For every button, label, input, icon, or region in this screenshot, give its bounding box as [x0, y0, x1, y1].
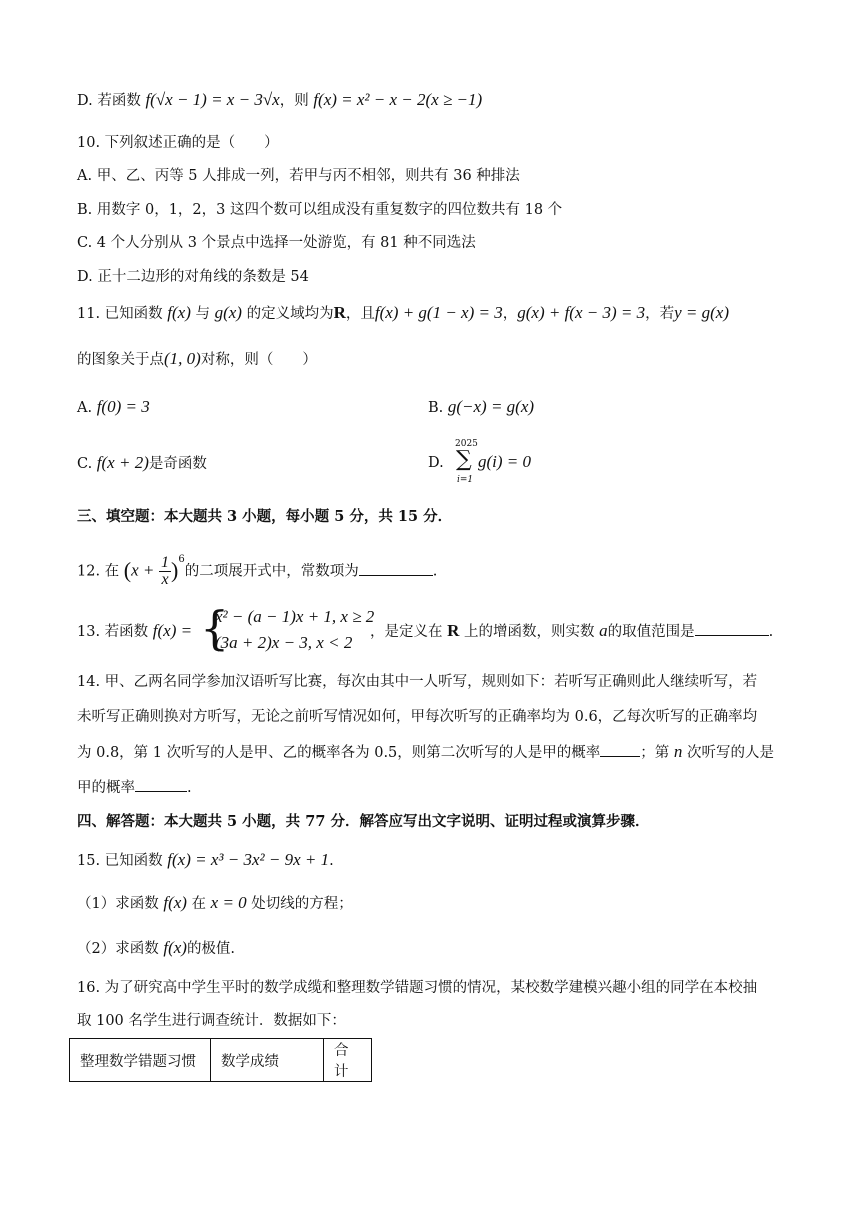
- q12-prefix: 12. 在: [77, 563, 120, 580]
- q11-gx: g(x): [214, 303, 242, 322]
- q10-stem: 10. 下列叙述正确的是（ ）: [77, 135, 279, 151]
- q11-point: (1, 0): [164, 349, 201, 368]
- q11-stem-b1: 的图象关于点: [77, 352, 164, 368]
- q14-line3: [77, 742, 774, 763]
- q15-p1-prefix: （1）求函数: [77, 896, 159, 912]
- q9-option-d: [77, 90, 482, 111]
- q12-den: x: [161, 571, 169, 588]
- q14-line1: 14. 甲、乙两名同学参加汉语听写比赛，每次由其中一人听写，规则如下：若听写正确则此人继续听写，若: [77, 674, 758, 690]
- q12: 12. 在 (x + $\frac{1}{x}$ )$^6$的二项展开式中，常数项为 .: [77, 553, 438, 588]
- section-3-heading: 三、填空题：本大题共 3 小题，每小题 5 分，共 15 分．: [77, 508, 453, 525]
- q11-eq3: y = g(x): [674, 303, 729, 322]
- q16-line2: 取 100 名学生进行调查统计．数据如下：: [77, 1013, 346, 1029]
- q15-stem-end: .: [329, 853, 334, 869]
- q11-stem-line2: [77, 349, 317, 370]
- q11-with: 与: [195, 306, 210, 322]
- brace-icon: {: [200, 601, 230, 655]
- q9-option-d-prefix: D. 若函数: [77, 93, 141, 109]
- q13-suffix: 的取值范围是: [607, 624, 695, 640]
- q11-option-c-math: f(x + 2): [96, 453, 149, 472]
- q15-stem-prefix: 15. 已知函数: [77, 853, 163, 869]
- q15-stem: [77, 850, 334, 871]
- q13-a: a: [599, 621, 608, 640]
- q15-p2-suffix: 的极值.: [186, 941, 236, 957]
- q14-line4-end: .: [187, 780, 192, 796]
- q11-comma2: ，: [502, 306, 518, 322]
- q11-eq2: g(x) + f(x − 3) = 3: [517, 303, 646, 322]
- q14-answer-blank-2[interactable]: [135, 777, 187, 792]
- q13-case2: (3a + 2)x − 3, x < 2: [215, 633, 353, 652]
- q16-line1: 16. 为了研究高中学生平时的数学成缆和整理数学错题习惯的情况，某校数学建模兴趣小组的同学在本校抽: [77, 980, 758, 996]
- q9-option-d-math2: f(x) = x² − x − 2(x ≥ −1): [313, 90, 483, 109]
- q14-line3c: 次听写的人是: [687, 745, 774, 761]
- q11-option-a-label: A.: [77, 400, 93, 416]
- q11-option-d-math: g(i) = 0: [478, 452, 532, 471]
- q10-option-d: D. 正十二边形的对角线的条数是 54: [77, 269, 309, 285]
- q12-x: x +: [131, 560, 155, 580]
- q11-option-b: [428, 397, 534, 418]
- q11-option-b-math: g(−x) = g(x): [447, 397, 535, 416]
- sigma-icon: ∑: [456, 447, 472, 472]
- q14-line4-text: 甲的概率: [77, 780, 135, 796]
- q11-eq1: f(x) + g(1 − x) = 3: [374, 303, 503, 322]
- q11-fx: f(x): [167, 303, 191, 322]
- q13-rest: [370, 621, 773, 642]
- q12-answer-blank[interactable]: [359, 561, 433, 576]
- q11-option-c-label: C.: [77, 456, 93, 472]
- q12-power: 6: [178, 553, 185, 565]
- table-row: [70, 1039, 372, 1082]
- q9-option-d-math1: f(√x − 1) = x − 3√x: [145, 90, 280, 109]
- q13-mid2: 上的增函数，则实数: [464, 624, 595, 640]
- q15-p1-suffix: 处切线的方程；: [251, 896, 353, 912]
- q14-line2: 未听写正确则换对方听写，无论之前听写情况如何，甲每次听写的正确率均为 0.6，乙每次听写的正确率均: [77, 709, 758, 725]
- q11-option-a-math: f(0) = 3: [96, 397, 150, 416]
- q11-option-d: [428, 453, 444, 473]
- q11-sum-upper: 2025: [455, 439, 478, 449]
- q15-p1-x: x = 0: [210, 893, 247, 912]
- q13-mid: ，是定义在: [370, 624, 443, 640]
- q15-part-1: [77, 893, 353, 914]
- q11-domain: 的定义域均为: [246, 306, 334, 322]
- q11-option-d-label: D.: [428, 455, 444, 471]
- q11-stem-b2: 对称，则（ ）: [200, 352, 317, 368]
- q11-comma3: ，若: [645, 306, 675, 322]
- q15-p2-f: f(x): [163, 938, 187, 957]
- q10-option-b: B. 用数字 0，1，2，3 这四个数可以组成没有重复数字的四位数共有 18 个: [77, 202, 563, 218]
- q12-num: 1: [161, 554, 169, 571]
- q11-option-a: [77, 397, 150, 418]
- q13-prefix-group: [77, 621, 192, 642]
- table-header-cell: 合计: [324, 1039, 372, 1082]
- q11-comma1: ，且: [345, 306, 375, 322]
- q12-fraction: [159, 555, 171, 588]
- q11-option-b-label: B.: [428, 400, 444, 416]
- q13-prefix: 13. 若函数: [77, 624, 149, 640]
- q15-p1-mid: 在: [191, 896, 207, 912]
- q13-end: .: [768, 624, 774, 640]
- q12-end: .: [432, 563, 438, 580]
- q14-n: n: [673, 742, 683, 761]
- q15-part-2: [77, 938, 235, 959]
- q14-answer-blank-1[interactable]: [600, 742, 640, 757]
- table-header-cell: 数学成绩: [211, 1039, 324, 1082]
- q16-data-table: [69, 1038, 372, 1082]
- q15-stem-math: f(x) = x³ − 3x² − 9x + 1: [167, 850, 330, 869]
- q13-case1: x² − (a − 1)x + 1, x ≥ 2: [215, 607, 375, 626]
- q15-p1-f: f(x): [163, 893, 187, 912]
- q10-option-c: C. 4 个人分别从 3 个景点中选择一处游览，有 81 种不同选法: [77, 235, 476, 251]
- q11-option-c: [77, 453, 207, 474]
- q15-p2-prefix: （2）求函数: [77, 941, 159, 957]
- q14-line4: [77, 777, 192, 798]
- table-header-cell: 整理数学错题习惯: [70, 1039, 211, 1082]
- q10-option-a: A. 甲、乙、丙等 5 人排成一列，若甲与丙不相邻，则共有 36 种排法: [77, 168, 520, 184]
- q14-line3b: ；第: [640, 745, 670, 761]
- q14-line3a: 为 0.8，第 1 次听写的人是甲、乙的概率各为 0.5，则第二次听写的人是甲的概率: [77, 745, 601, 761]
- q12-suffix: 的二项展开式中，常数项为: [184, 563, 359, 580]
- q11-stem-prefix: 11. 已知函数: [77, 306, 163, 322]
- section-4-heading: 四、解答题：本大题共 5 小题，共 77 分．解答应写出文字说明、证明过程或演算步骤．: [77, 813, 650, 830]
- q13-answer-blank[interactable]: [695, 621, 769, 636]
- q13-R: R: [447, 621, 460, 640]
- q13-fx: f(x) =: [152, 621, 193, 640]
- q9-option-d-mid: ，则: [279, 93, 309, 109]
- q11-option-c-text: 是奇函数: [148, 456, 207, 472]
- q11-stem-line1: [77, 303, 729, 324]
- q11-sum-lower: i=1: [457, 475, 474, 485]
- q11-R: R: [333, 303, 346, 322]
